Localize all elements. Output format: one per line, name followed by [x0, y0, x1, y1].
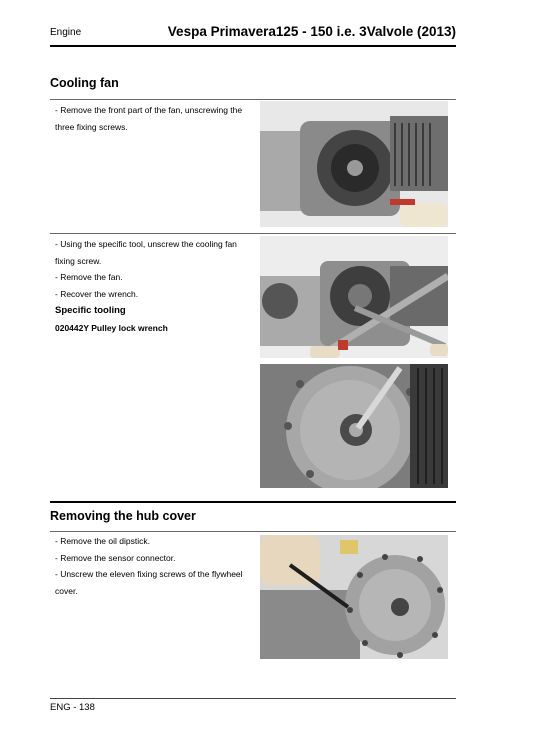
- section-divider: [50, 531, 456, 532]
- step-line: - Remove the fan.: [55, 272, 123, 282]
- step-line: - Using the specific tool, unscrew the cooling fan: [55, 239, 237, 249]
- page-number: ENG - 138: [50, 702, 95, 713]
- step-line: fixing screw.: [55, 255, 102, 266]
- header-rule: [50, 45, 456, 47]
- tool-name: 020442Y Pulley lock wrench: [55, 323, 168, 333]
- photo-fan-removal-tool: [260, 236, 448, 358]
- step-line: - Remove the front part of the fan, unscrewing the: [55, 105, 243, 115]
- photo-fan-front: [260, 101, 448, 227]
- step-block-2: [55, 236, 255, 302]
- hub-cover-steps: [55, 533, 255, 599]
- step-line: three fixing screws.: [55, 121, 128, 132]
- section-title-cooling-fan: Cooling fan: [50, 76, 119, 90]
- photo-wrench-closeup: [260, 364, 448, 488]
- step-line: - Recover the wrench.: [55, 288, 139, 299]
- section-rule: [50, 501, 456, 503]
- step-divider: [50, 233, 456, 234]
- photo-hub-cover-screws: [260, 535, 448, 659]
- section-title-hub-cover: Removing the hub cover: [50, 509, 196, 523]
- header-title: Vespa Primavera125 - 150 i.e. 3Valvole (2013): [167, 24, 456, 39]
- specific-tooling-heading: Specific tooling: [55, 305, 126, 316]
- step-line: cover.: [55, 585, 78, 596]
- footer-rule: [50, 698, 456, 699]
- step-line: - Unscrew the eleven fixing screws of the flywheel: [55, 569, 243, 579]
- section-divider: [50, 99, 456, 100]
- step-line: - Remove the sensor connector.: [55, 552, 176, 563]
- header-section-label: Engine: [50, 27, 82, 38]
- step-line: - Remove the oil dipstick.: [55, 536, 150, 546]
- step-block-1: [55, 102, 255, 135]
